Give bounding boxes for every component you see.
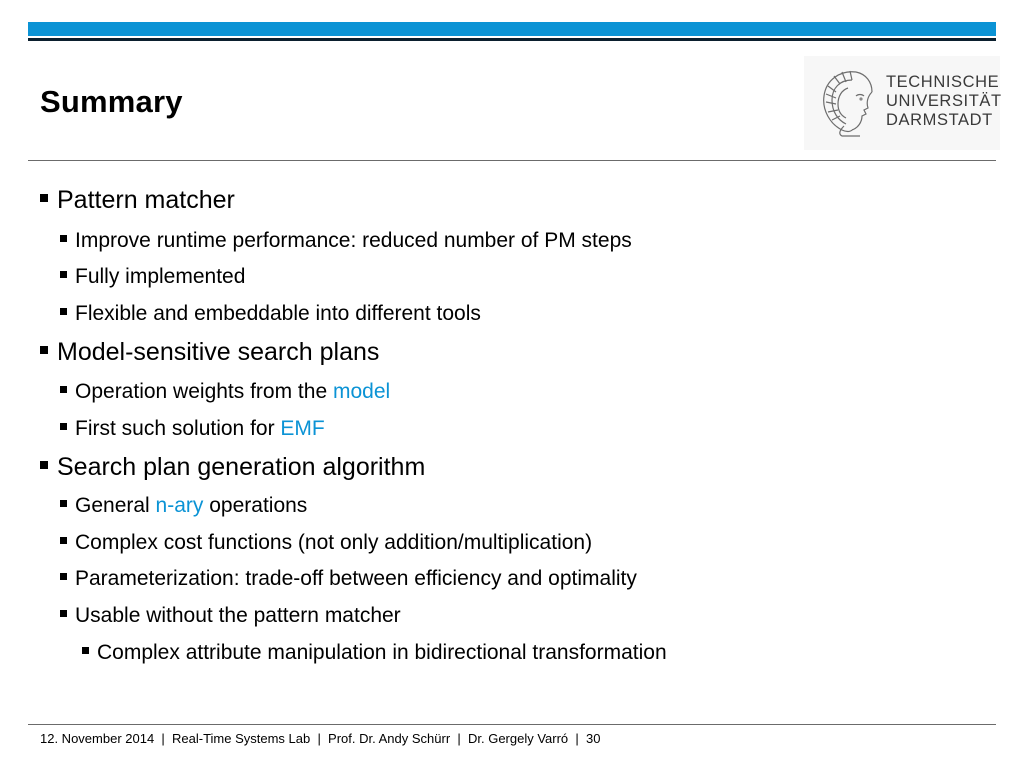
square-bullet-icon	[60, 423, 67, 430]
bullet-parameterization	[60, 567, 637, 591]
header-dark-line	[28, 38, 996, 41]
square-bullet-icon	[60, 308, 67, 315]
bullet-complex-cost	[60, 531, 592, 555]
footer-divider	[28, 724, 996, 725]
square-bullet-icon	[60, 271, 67, 278]
bullet-text: Complex attribute manipulation in bidirectional transformation	[97, 641, 667, 664]
bullet-text: Usable without the pattern matcher	[75, 604, 401, 627]
square-bullet-icon	[60, 610, 67, 617]
bullet-text: Pattern matcher	[57, 186, 235, 214]
bullet-model-sensitive	[40, 338, 379, 367]
slide-title: Summary	[40, 84, 183, 119]
square-bullet-icon	[60, 573, 67, 580]
bullet-complex-attribute	[82, 641, 667, 665]
highlight-emf: EMF	[280, 417, 325, 440]
bullet-text: Improve runtime performance: reduced number of PM steps	[75, 229, 632, 252]
bullet-text: Search plan generation algorithm	[57, 453, 426, 481]
square-bullet-icon	[40, 461, 48, 469]
bullet-first-solution-emf	[60, 417, 325, 441]
highlight-model: model	[332, 380, 391, 403]
bullet-fully-implemented	[60, 265, 245, 289]
bullet-text: Flexible and embeddable into different tools	[75, 302, 481, 325]
bullet-text: First such solution for	[75, 417, 281, 440]
bullet-text: Fully implemented	[75, 265, 246, 288]
bullet-text: General	[75, 494, 156, 517]
square-bullet-icon	[60, 235, 67, 242]
footer-text: 12. November 2014 | Real-Time Systems Lab | Prof. Dr. Andy Schürr | Dr. Gergely Varró | 30	[40, 731, 601, 746]
square-bullet-icon	[60, 386, 67, 393]
square-bullet-icon	[60, 537, 67, 544]
bullet-nary-operations	[60, 494, 307, 518]
bullet-text: Complex cost functions (not only addition/multiplication)	[75, 531, 593, 554]
bullet-text-post: operations	[203, 494, 308, 517]
header-accent-bar	[28, 22, 996, 36]
square-bullet-icon	[60, 500, 67, 507]
logo-line-1: TECHNISCHE	[886, 73, 1000, 91]
square-bullet-icon	[82, 647, 89, 654]
bullet-search-plan-generation	[40, 453, 425, 482]
square-bullet-icon	[40, 194, 48, 202]
square-bullet-icon	[40, 346, 48, 354]
bullet-operation-weights	[60, 380, 390, 404]
bullet-runtime-performance	[60, 229, 632, 253]
bullet-text: Operation weights from the	[75, 380, 333, 403]
bullet-flexible-embeddable	[60, 302, 481, 326]
bullet-usable-without-pm	[60, 604, 401, 628]
bullet-text: Parameterization: trade-off between efficiency and optimality	[75, 567, 637, 590]
bullet-pattern-matcher	[40, 186, 235, 215]
bullet-text: Model-sensitive search plans	[57, 338, 380, 366]
university-logo	[804, 56, 1000, 150]
highlight-nary: n-ary	[155, 494, 204, 517]
athena-head-logo-icon	[816, 66, 878, 138]
title-divider	[28, 160, 996, 161]
logo-line-3: DARMSTADT	[886, 111, 993, 129]
university-name	[886, 73, 1002, 130]
logo-line-2: UNIVERSITÄT	[886, 92, 1002, 110]
